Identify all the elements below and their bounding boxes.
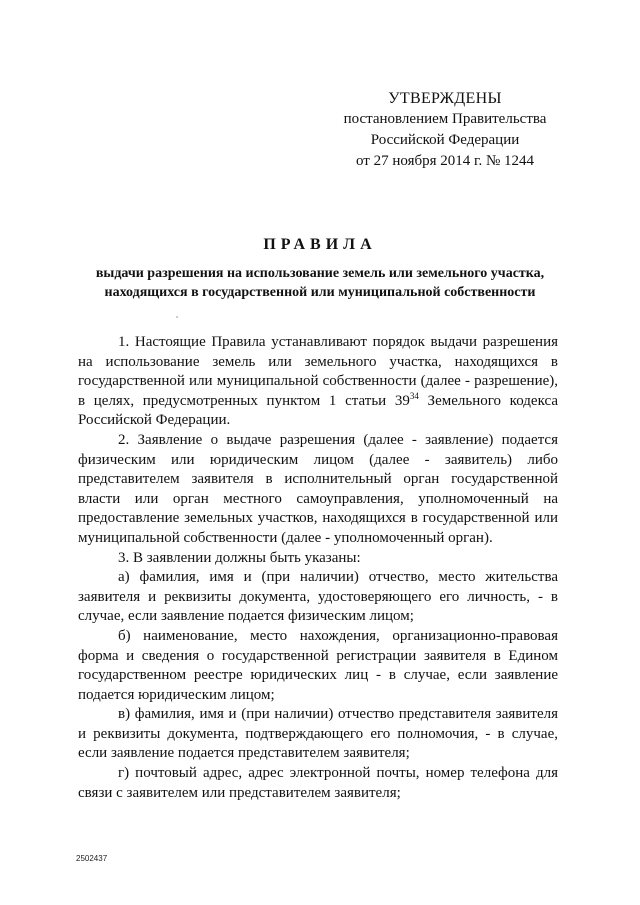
approval-line-2: Российской Федерации [370, 132, 520, 148]
subitem-v: в) фамилия, имя и (при наличии) отчество представителя заявителя и реквизиты документа, подтверждающего его полномочия, - в случае, если заявление подается представителем заявителя; [78, 706, 558, 762]
document-code: 2502437 [76, 854, 108, 863]
paragraph-2: 2. Заявление о выдаче разрешения (далее - заявление) подается физическим или юридическим лицом (далее - заявитель) либо представителем заявителя в исполнительный орган государственной власти или орган местного самоуправления, уполномоченный на предоставление земельных участков, находящихся в государственной или муниципальной собственности (далее - уполномоченный орган). [78, 431, 558, 546]
scan-speck [176, 316, 178, 318]
subtitle-line-2: находящихся в государственной или муниципальной собственности [104, 285, 536, 300]
paragraph-1-text: 1. Настоящие Правила устанавливают порядок выдачи разрешения на использование земель или земельного участка, находящихся в государственной или муниципальной собственности (далее - разрешение), в целях, предусмотренных пунктом 1 статьи 39 [78, 334, 558, 409]
document-subtitle [60, 264, 580, 302]
document-body [78, 333, 558, 803]
subtitle-line-1: выдачи разрешения на использование земель или земельного участка, [95, 266, 545, 281]
approval-line-3: от 27 ноября 2014 г. № 1244 [355, 153, 535, 169]
document-title: ПРАВИЛА [263, 236, 377, 253]
paragraph-1-tail: Земельного кодекса Российской Федерации. [78, 392, 558, 429]
approval-heading: УТВЕРЖДЕНЫ [388, 90, 502, 107]
approval-line-1: постановлением Правительства [343, 111, 547, 127]
article-superscript: 34 [409, 390, 419, 401]
subitem-g: г) почтовый адрес, адрес электронной почты, номер телефона для связи с заявителем или представителем заявителя; [78, 765, 558, 801]
paragraph-3: 3. В заявлении должны быть указаны: [118, 549, 361, 566]
approval-block [330, 88, 560, 172]
subitem-a: а) фамилия, имя и (при наличии) отчество, место жительства заявителя и реквизиты документа, удостоверяющего его личность, - в случае, если заявление подается физическим лицом; [78, 569, 558, 625]
paragraph-1 [78, 333, 558, 431]
subitem-b: б) наименование, место нахождения, организационно-правовая форма и сведения о государственной регистрации заявителя в Едином государственном реестре юридических лиц - в случае, если заявление подается юридическим лицом; [78, 627, 558, 703]
